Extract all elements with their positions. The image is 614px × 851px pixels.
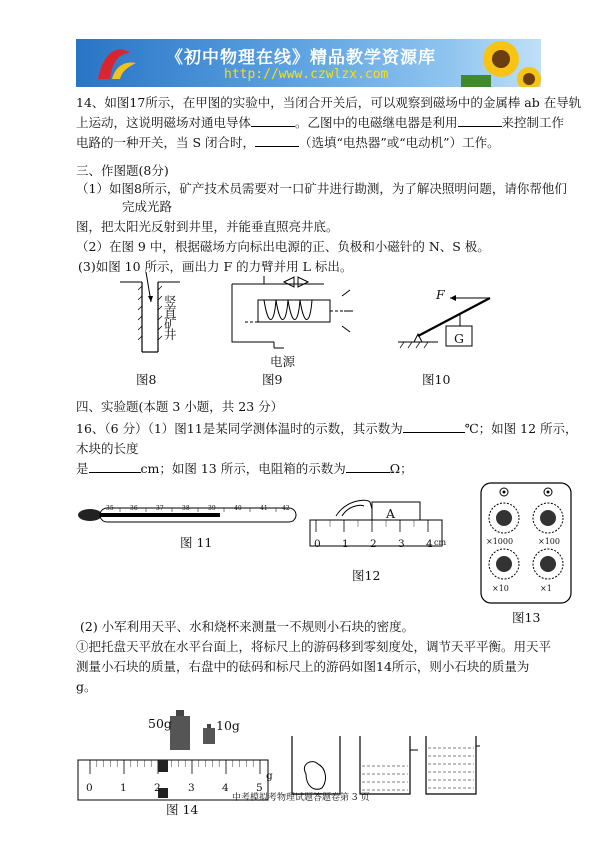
figure-8-caption: 图8 [136, 372, 157, 387]
scale-unit: g [266, 770, 273, 782]
weight-label: G [454, 331, 464, 346]
dial-label: ×1 [540, 584, 552, 593]
q16-line1-text-a: 16、（6 分）（1）图11是某同学测体温时的示数，其示数为 [76, 421, 403, 436]
q16-part2-line3: 测量小石块的质量，右盘中的砝码和标尺上的游码如图14所示，则小石块的质量为 [76, 659, 530, 674]
q16-part2-line1: (2) 小军利用天平、水和烧杯来测量一不规则小石块的密度。 [80, 619, 415, 634]
section3-heading: 三、作图题(8分) [76, 163, 169, 178]
figure-8-mine-shaft [120, 272, 200, 362]
q14-line3-text-b: （选填“电热器”或“电动机”）工作。 [299, 135, 500, 150]
ruler-tick: 3 [398, 538, 405, 550]
figure-9-solenoid [224, 274, 364, 354]
figure-14-caption: 图 14 [166, 802, 199, 817]
dial-label: ×100 [538, 537, 560, 546]
scale-tick: 0 [86, 782, 93, 794]
site-title: 《初中物理在线》精品教学资源库 [166, 48, 436, 68]
figure-11-caption: 图 11 [180, 535, 213, 550]
q16-line2: 木块的长度 [76, 441, 139, 456]
length-answer-blank[interactable] [89, 460, 141, 473]
beakers-figure [290, 734, 480, 796]
header-banner [76, 39, 541, 87]
scale-tick: 1 [120, 782, 127, 794]
q16-part2-line2: ①把托盘天平放在水平台面上，将标尺上的游码移到零刻度处，调节天平平衡。用天平 [76, 639, 552, 654]
scale-tick: 2 [154, 782, 161, 794]
ruler-unit: cm [434, 538, 447, 547]
thermo-tick: 40 [234, 505, 242, 512]
section3-item1-line2: 完成光路 [122, 199, 173, 214]
site-url[interactable]: http://www.czwlzx.com [224, 67, 389, 82]
q16-line1-text-b: ℃；如图 12 所示， [464, 421, 578, 436]
q16-line3-text-b: cm；如图 13 所示，电阻箱的示数为 [140, 461, 346, 476]
power-source-label: 电源 [270, 354, 296, 369]
scale-tick: 3 [188, 782, 195, 794]
scale-tick: 4 [222, 782, 229, 794]
figure-10-caption: 图10 [422, 372, 451, 387]
answer-blank[interactable] [255, 134, 299, 147]
q16-line1 [76, 420, 578, 437]
ruler-tick: 0 [314, 538, 321, 550]
q14-line1: 14、如图17所示，在甲图的实验中，当闭合开关后，可以观察到磁场中的金属棒 ab 在导轨 [76, 95, 582, 110]
dial-label: ×10 [492, 584, 509, 593]
ruler-scale [312, 538, 452, 550]
block-label: A [386, 506, 396, 521]
q16-line3-text-a: 是 [76, 461, 89, 476]
section3-item1-line1: （1）如图8所示，矿产技术员需要对一口矿井进行勘测，为了解决照明问题，请你帮他们 [76, 181, 567, 196]
thermo-tick: 36 [130, 505, 138, 512]
ruler-tick: 1 [342, 538, 349, 550]
thermo-tick: 38 [182, 505, 190, 512]
q14-line3-text-a: 电路的一种开关，当 S 闭合时， [76, 135, 256, 150]
answer-blank[interactable] [458, 114, 502, 127]
q14-line3 [76, 134, 500, 151]
thermo-tick: 37 [156, 505, 164, 512]
thermo-tick: 39 [208, 505, 216, 512]
ruler-tick: 2 [370, 538, 377, 550]
section3-item2: （2）在图 9 中，根据磁场方向标出电源的正、负极和小磁针的 N、S 极。 [76, 239, 490, 254]
section4-heading: 四、实验题(本题 3 小题，共 23 分） [76, 399, 284, 414]
weight-10g-label: 10g [216, 718, 240, 733]
thermo-tick: 42 [282, 505, 290, 512]
q16-part2-line4: g。 [76, 679, 97, 694]
q14-line2-text-c: 来控制工作 [501, 115, 565, 130]
sunflower-image [461, 39, 541, 87]
figure-9-caption: 图9 [262, 372, 283, 387]
scale-tick: 5 [256, 782, 263, 794]
thermo-tick: 41 [260, 505, 268, 512]
ruler-tick: 4 [426, 538, 433, 550]
temperature-answer-blank[interactable] [403, 420, 465, 433]
answer-blank[interactable] [251, 114, 295, 127]
q16-line3 [76, 460, 413, 477]
dial-label: ×1000 [486, 537, 514, 546]
thermo-tick: 35 [106, 505, 114, 512]
q14-line2-text-b: 。乙图中的电磁继电器是利用 [295, 115, 458, 130]
force-label: F [436, 287, 445, 302]
figure-13-caption: 图13 [512, 610, 541, 625]
figure-12-caption: 图12 [352, 568, 381, 583]
page-footer: 中考模拟考物理试题答题卷第 3 页 [232, 793, 370, 803]
resistance-answer-blank[interactable] [346, 460, 390, 473]
site-logo [86, 39, 146, 87]
shaft-label: 竖直矿井 [164, 294, 177, 342]
thermometer-scale [106, 505, 296, 513]
q16-line3-text-c: Ω； [389, 461, 413, 476]
section3-item1-line3: 图，把太阳光反射到井里，并能垂直照亮井底。 [76, 219, 339, 234]
q14-line2-text-a: 上运动，这说明磁场对通电导体 [76, 115, 252, 130]
section3-item3: (3)如图 10 所示，画出力 F 的力臂并用 L 标出。 [78, 259, 353, 274]
weight-50g-label: 50g [148, 716, 172, 731]
q14-line2 [76, 114, 564, 131]
